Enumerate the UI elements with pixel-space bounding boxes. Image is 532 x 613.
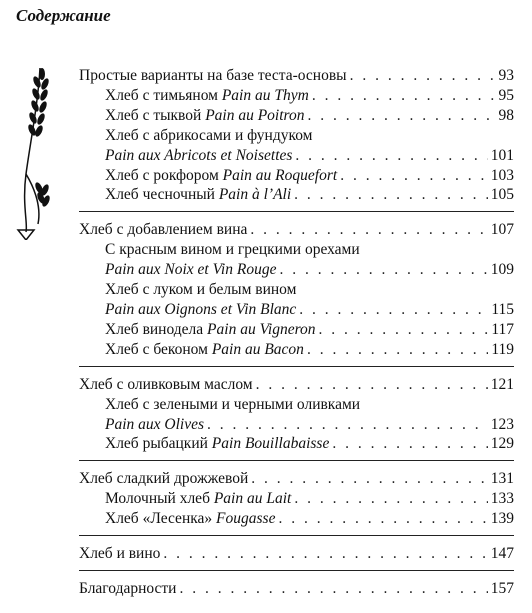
dot-leader <box>294 185 488 205</box>
toc-entry[interactable] <box>79 240 514 260</box>
toc-page-number: 107 <box>490 221 514 239</box>
toc-page-number: 93 <box>498 67 514 84</box>
toc-entry-title <box>105 185 291 205</box>
toc-page-number: 147 <box>490 545 514 563</box>
toc-entry-title <box>79 220 247 240</box>
toc-entry[interactable] <box>79 126 514 146</box>
toc-entry-title <box>79 66 347 86</box>
toc-entry-title <box>105 240 360 260</box>
toc-entry-french-title: Fougasse <box>216 510 276 528</box>
toc-entry[interactable] <box>79 185 514 205</box>
dot-leader <box>307 340 488 360</box>
toc-section <box>79 544 514 571</box>
toc-entry-french-title: Pain Bouillabaisse <box>211 435 330 453</box>
dot-leader <box>256 375 488 395</box>
page-title: Содержание <box>16 6 111 25</box>
wheat-sprig-icon <box>12 64 54 240</box>
toc-entry-title <box>79 375 253 395</box>
toc-entry-french-title: Pain à l’Ali <box>218 186 292 204</box>
toc-entry-title-text: Хлеб с тимьяном <box>105 86 222 104</box>
toc-entry[interactable] <box>79 469 514 489</box>
toc-entry[interactable] <box>79 220 514 240</box>
toc-entry-title-text: Молочный хлеб <box>105 490 214 508</box>
dot-leader <box>294 489 487 509</box>
toc-page-number: 129 <box>490 435 514 453</box>
toc-entry-title-text: Хлеб с рокфором <box>105 166 223 184</box>
toc-entry[interactable] <box>79 320 514 340</box>
dot-leader <box>312 86 496 106</box>
toc-entry-title <box>105 106 305 126</box>
toc-entry-french-title: Pain au Bacon <box>211 340 304 358</box>
toc-entry-title-text: С красным вином и грецкими орехами <box>105 241 360 259</box>
toc-entry-title <box>105 395 360 415</box>
dot-leader <box>299 300 488 320</box>
dot-leader <box>340 166 488 186</box>
dot-leader <box>319 320 489 340</box>
toc-page-number: 103 <box>490 166 514 184</box>
toc-entry[interactable] <box>79 489 514 509</box>
toc-entry[interactable] <box>79 66 514 86</box>
toc-entry-title <box>105 86 309 106</box>
toc-entry-title-text: Хлеб с зелеными и черными оливками <box>105 395 361 413</box>
toc-page-number: 121 <box>490 375 514 393</box>
toc-entry-title-text: Хлеб и вино <box>79 545 161 563</box>
toc-page-number: 123 <box>490 415 514 433</box>
toc-entry[interactable] <box>79 260 514 280</box>
toc-entry-title-text: Хлеб с добавлением вина <box>79 221 248 239</box>
toc-entry-title <box>105 489 291 509</box>
toc-entry[interactable] <box>79 509 514 529</box>
dot-leader <box>332 434 487 454</box>
toc-page-number: 131 <box>490 470 514 488</box>
toc-entry-title <box>105 320 316 340</box>
toc-entry-french-title: Pain au Vigneron <box>207 320 316 338</box>
toc-entry[interactable] <box>79 280 514 300</box>
toc-entry-title <box>105 415 204 435</box>
toc-entry-title-text: Хлеб с беконом <box>105 340 212 358</box>
toc-entry[interactable] <box>79 300 514 320</box>
toc-entry[interactable] <box>79 415 514 435</box>
toc-page-number: 95 <box>498 86 514 104</box>
toc-entry-title-text: Хлеб с абрикосами и фундуком <box>105 126 313 144</box>
toc-entry-french-title: Pain aux Abricots et Noisettes <box>105 146 293 164</box>
toc-entry-title-text: Хлеб винодела <box>105 320 208 338</box>
toc-entry-title-text: Хлеб рыбацкий <box>105 435 212 453</box>
toc-entry-title-text: Хлеб с тыквой <box>105 106 206 124</box>
toc-page-number: 133 <box>490 490 514 508</box>
toc-entry-title-text: Хлеб с луком и белым вином <box>105 281 297 299</box>
toc-entry[interactable] <box>79 166 514 186</box>
dot-leader <box>250 220 487 240</box>
toc-page-number: 117 <box>491 320 514 338</box>
toc-entry-french-title: Pain aux Noix et Vin Rouge <box>105 261 277 279</box>
table-of-contents <box>79 66 514 613</box>
toc-entry-title <box>105 260 276 280</box>
toc-entry[interactable] <box>79 544 514 564</box>
toc-entry[interactable] <box>79 375 514 395</box>
toc-entry-title-text: Хлеб с оливковым маслом <box>79 375 253 393</box>
toc-entry-title <box>105 146 292 166</box>
toc-entry-french-title: Pain au Lait <box>213 490 292 508</box>
toc-section <box>79 375 514 462</box>
toc-section <box>79 579 514 605</box>
toc-entry-title <box>105 300 296 320</box>
toc-entry[interactable] <box>79 146 514 166</box>
dot-leader <box>350 66 496 86</box>
toc-entry[interactable] <box>79 106 514 126</box>
toc-entry-title <box>105 280 296 300</box>
toc-entry-title <box>79 469 248 489</box>
toc-entry-title-text: Хлеб сладкий дрожжевой <box>79 470 249 488</box>
dot-leader <box>308 106 496 126</box>
toc-entry-title-text: Простые варианты на базе теста-основы <box>79 67 347 84</box>
toc-entry-title <box>105 340 304 360</box>
toc-entry-title <box>79 544 160 564</box>
toc-entry[interactable] <box>79 395 514 415</box>
toc-entry-french-title: Pain aux Oignons et Vin Blanc <box>105 300 297 318</box>
toc-section <box>79 66 514 212</box>
toc-entry-french-title: Pain au Roquefort <box>222 166 338 184</box>
toc-section <box>79 220 514 366</box>
toc-section <box>79 469 514 536</box>
toc-entry-title-text: Хлеб «Лесенка» <box>105 510 217 528</box>
toc-page-number: 105 <box>490 186 514 204</box>
toc-entry-french-title: Pain au Poitron <box>205 106 305 124</box>
toc-entry[interactable] <box>79 340 514 360</box>
dot-leader <box>278 509 487 529</box>
dot-leader <box>279 260 487 280</box>
toc-entry-title <box>105 166 337 186</box>
toc-page-number: 98 <box>498 106 514 124</box>
toc-page-number: 109 <box>490 261 514 279</box>
dot-leader <box>295 146 487 166</box>
toc-entry[interactable] <box>79 86 514 106</box>
toc-page-number: 115 <box>491 300 514 318</box>
toc-entry[interactable] <box>79 434 514 454</box>
toc-page-number: 157 <box>490 579 514 597</box>
toc-entry-title-text: Благодарности <box>79 579 177 597</box>
dot-leader <box>163 544 487 564</box>
toc-page-number: 139 <box>490 510 514 528</box>
toc-entry-title <box>105 126 312 146</box>
toc-page-number: 101 <box>490 146 514 164</box>
toc-entry-title-text: Хлеб чесночный <box>105 186 219 204</box>
toc-entry-french-title: Pain au Thym <box>221 86 309 104</box>
dot-leader <box>251 469 487 489</box>
toc-entry-title <box>105 509 275 529</box>
toc-entry-french-title: Pain aux Olives <box>105 415 205 433</box>
toc-entry-title <box>105 434 329 454</box>
toc-page-number: 119 <box>491 340 514 358</box>
dot-leader <box>207 415 488 435</box>
